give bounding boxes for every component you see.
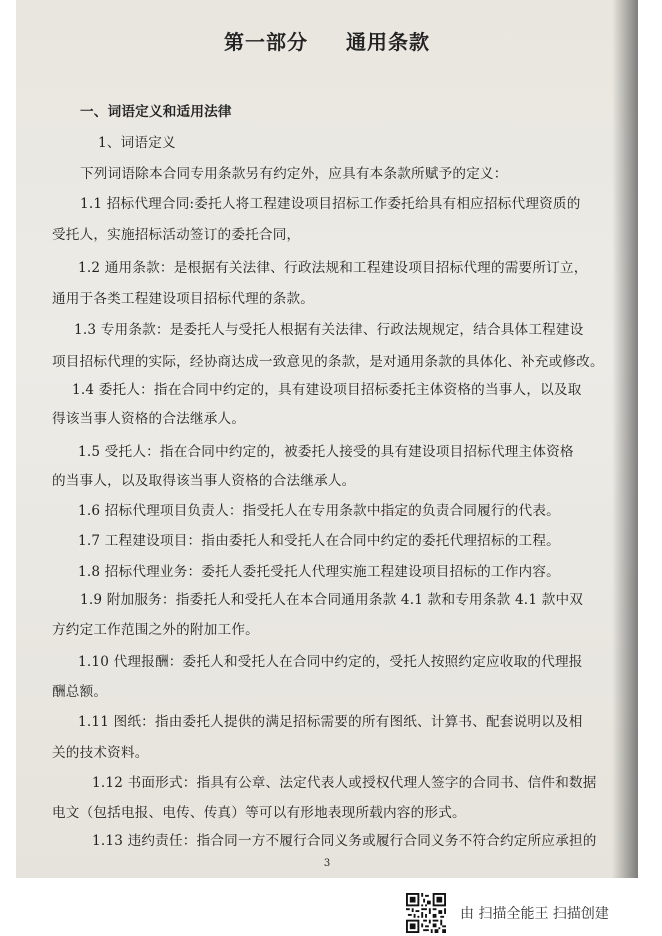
subsection-heading: 1、词语定义 <box>98 135 176 151</box>
text-line: 1.12 书面形式：指具有公章、法定代表人或授权代理人签字的合同书、信件和数据 <box>92 775 597 791</box>
text-line: 1.3 专用条款：是委托人与受托人根据有关法律、行政法规规定，结合具体工程建设 <box>74 322 584 338</box>
text-line: 的当事人，以及取得该当事人资格的合法继承人。 <box>52 473 356 489</box>
document-page <box>16 0 638 878</box>
text-line: 电文（包括电报、电传、传真）等可以有形地表现所载内容的形式。 <box>52 805 466 821</box>
text-line: 1.13 违约责任：指合同一方不履行合同义务或履行合同义务不符合约定所应承担的 <box>92 833 597 849</box>
text-line: 酬总额。 <box>52 684 108 700</box>
page-title: 第一部分 通用条款 <box>224 30 430 54</box>
text-line: 1.8 招标代理业务：委托人委托受托人代理实施工程建设项目招标的工作内容。 <box>78 564 560 580</box>
text-line: 1.7 工程建设项目：指由委托人和受托人在合同中约定的委托代理招标的工程。 <box>78 533 560 549</box>
scanner-footer <box>406 893 609 933</box>
text-line: 通用于各类工程建设项目招标代理的条款。 <box>52 291 315 307</box>
text-line: 受托人，实施招标活动签订的委托合同， <box>52 227 301 243</box>
text-line: 下列词语除本合同专用条款另有约定外，应具有本条款所赋予的定义： <box>80 166 508 182</box>
qr-code-icon <box>406 893 446 933</box>
text-line: 1.5 受托人：指在合同中约定的，被委托人接受的具有建设项目招标代理主体资格 <box>78 444 574 460</box>
text-line: 1.4 委托人：指在合同中约定的，具有建设项目招标委托主体资格的当事人，以及取 <box>72 382 582 398</box>
text-line: 1.1 招标代理合同:委托人将工程建设项目招标工作委托给具有相应招标代理资质的 <box>80 196 581 212</box>
section-heading: 一、词语定义和适用法律 <box>80 104 232 120</box>
text-line: 得该当事人资格的合法继承人。 <box>52 411 246 427</box>
text-line: 1.9 附加服务：指委托人和受托人在本合同通用条款 4.1 款和专用条款 4.1 款中双 <box>80 592 584 608</box>
text-line: 关的技术资料。 <box>52 745 149 761</box>
text-line: 1.11 图纸：指由委托人提供的满足招标需要的所有图纸、计算书、配套说明以及相 <box>78 714 583 730</box>
page-number: 3 <box>323 858 331 869</box>
text-line: 1.6 招标代理项目负责人：指受托人在专用条款中指定的负责合同履行的代表。 <box>78 503 560 519</box>
text-line: 方约定工作范围之外的附加工作。 <box>52 622 259 638</box>
scanner-credit: 由 扫描全能王 扫描创建 <box>460 906 609 922</box>
text-line: 项目招标代理的实际，经协商达成一致意见的条款，是对通用条款的具体化、补充或修改。 <box>52 354 604 370</box>
text-line: 1.10 代理报酬：委托人和受托人在合同中约定的，受托人按照约定应收取的代理报 <box>78 654 583 670</box>
text-line: 1.2 通用条款：是根据有关法律、行政法规和工程建设项目招标代理的需要所订立， <box>78 260 588 276</box>
faint-stamp-mark <box>378 512 426 529</box>
